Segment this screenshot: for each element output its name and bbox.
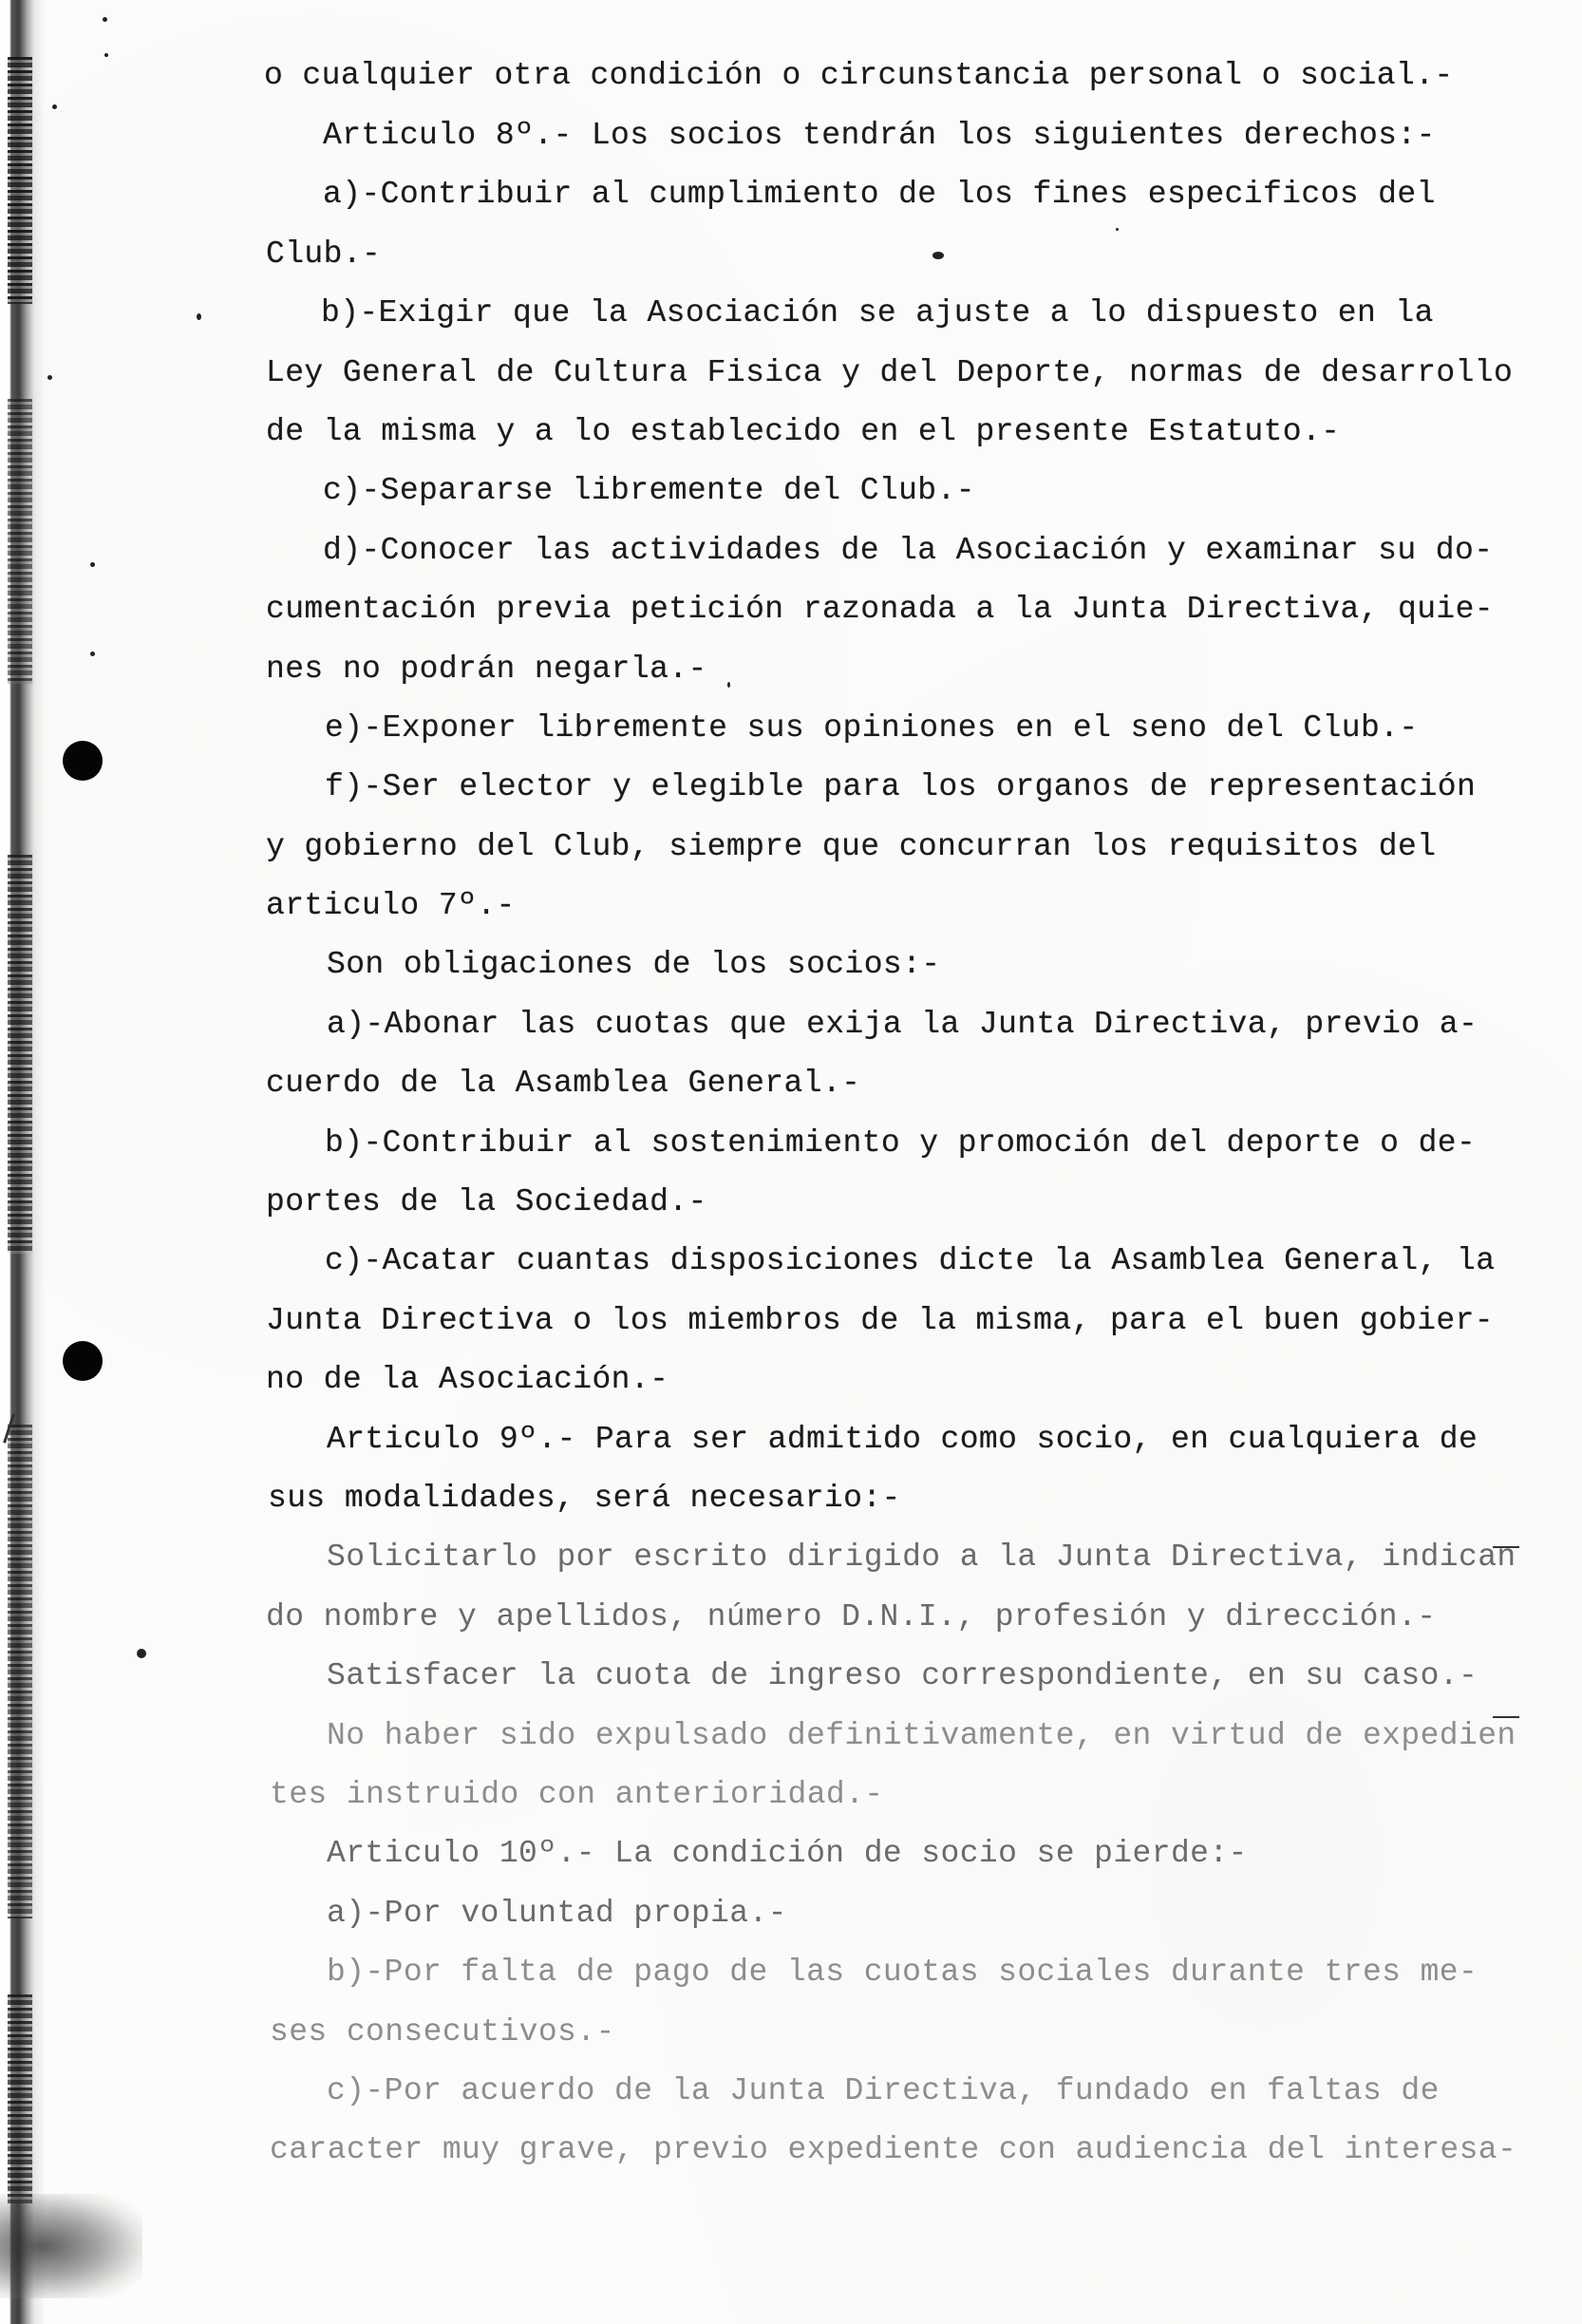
speck: [104, 53, 108, 57]
text-line: Junta Directiva o los miembros de la misma, para el buen gobier-: [266, 1303, 1495, 1338]
text-line: nes no podrán negarla.-: [266, 652, 707, 687]
speck: [90, 652, 95, 656]
text-line: a)-Contribuir al cumplimiento de los fines especificos del: [323, 177, 1436, 212]
article-8-heading: Articulo 8º.- Los socios tendrán los siguientes derechos:-: [323, 118, 1436, 153]
text-line: ses consecutivos.-: [270, 2014, 615, 2050]
article-9-heading: Articulo 9º.- Para ser admitido como socio, en cualquiera de: [327, 1422, 1478, 1457]
punch-hole: [63, 1341, 103, 1381]
text-line: f)-Ser elector y elegible para los organos de representación: [325, 769, 1477, 804]
speck: [932, 252, 944, 259]
speck: [103, 17, 107, 22]
text-line: no de la Asociación.-: [266, 1362, 669, 1397]
text-line: a)-Abonar las cuotas que exija la Junta Directiva, previo a-: [327, 1007, 1478, 1042]
text-line: b)-Exigir que la Asociación se ajuste a lo dispuesto en la: [321, 295, 1434, 331]
text-line: Solicitarlo por escrito dirigido a la Junta Directiva, indican: [327, 1540, 1516, 1575]
text-line: sus modalidades, será necesario:-: [268, 1481, 901, 1516]
text-line: articulo 7º.-: [266, 888, 516, 923]
text-line: cumentación previa petición razonada a la Junta Directiva, quie-: [266, 592, 1495, 627]
text-line: portes de la Sociedad.-: [266, 1184, 707, 1219]
text-line: b)-Por falta de pago de las cuotas sociales durante tres me-: [327, 1955, 1478, 1990]
text-line: do nombre y apellidos, número D.N.I., profesión y dirección.-: [266, 1599, 1437, 1634]
scan-edge-speckle: [8, 57, 32, 304]
text-line: Ley General de Cultura Fisica y del Deporte, normas de desarrollo: [266, 355, 1514, 390]
text-line: o cualquier otra condición o circunstancia personal o social.-: [264, 58, 1454, 93]
text-line: a)-Por voluntad propia.-: [327, 1896, 787, 1931]
text-line: y gobierno del Club, siempre que concurran los requisitos del: [266, 829, 1437, 864]
scan-edge-speckle: [8, 399, 32, 684]
text-line: cuerdo de la Asamblea General.-: [266, 1066, 861, 1101]
speck: [47, 375, 52, 380]
speck: [90, 562, 95, 567]
speck: [1116, 228, 1119, 231]
text-line: c)-Por acuerdo de la Junta Directiva, fundado en faltas de: [327, 2073, 1440, 2108]
speck: [727, 682, 730, 688]
text-line: e)-Exponer libremente sus opiniones en el seno del Club.-: [325, 710, 1419, 746]
text-line: No haber sido expulsado definitivamente, en virtud de expedien: [327, 1718, 1516, 1753]
text-line: b)-Contribuir al sostenimiento y promoción del deporte o de-: [325, 1125, 1477, 1161]
text-line: c)-Acatar cuantas disposiciones dicte la Asamblea General, la: [325, 1243, 1496, 1278]
scan-smudge: [0, 2194, 142, 2298]
scan-edge-speckle: [8, 1994, 32, 2203]
text-line: d)-Conocer las actividades de la Asociación y examinar su do-: [323, 533, 1494, 568]
speck: [197, 313, 201, 320]
text-line: c)-Separarse libremente del Club.-: [323, 473, 975, 508]
scan-edge-speckle: [8, 855, 32, 1254]
text-line: Satisfacer la cuota de ingreso correspondiente, en su caso.-: [327, 1658, 1478, 1693]
speck: [52, 104, 57, 109]
speck: [137, 1649, 146, 1658]
scan-edge-speckle: [8, 1425, 32, 1918]
punch-hole: [63, 741, 103, 781]
text-line: Club.-: [266, 236, 382, 272]
text-line: de la misma y a lo establecido en el presente Estatuto.-: [266, 414, 1341, 449]
article-10-heading: Articulo 10º.- La condición de socio se pierde:-: [327, 1836, 1248, 1871]
text-line: tes instruido con anterioridad.-: [270, 1777, 884, 1812]
text-line: caracter muy grave, previo expediente con audiencia del interesa-: [270, 2132, 1517, 2167]
obligations-heading: Son obligaciones de los socios:-: [327, 947, 941, 982]
